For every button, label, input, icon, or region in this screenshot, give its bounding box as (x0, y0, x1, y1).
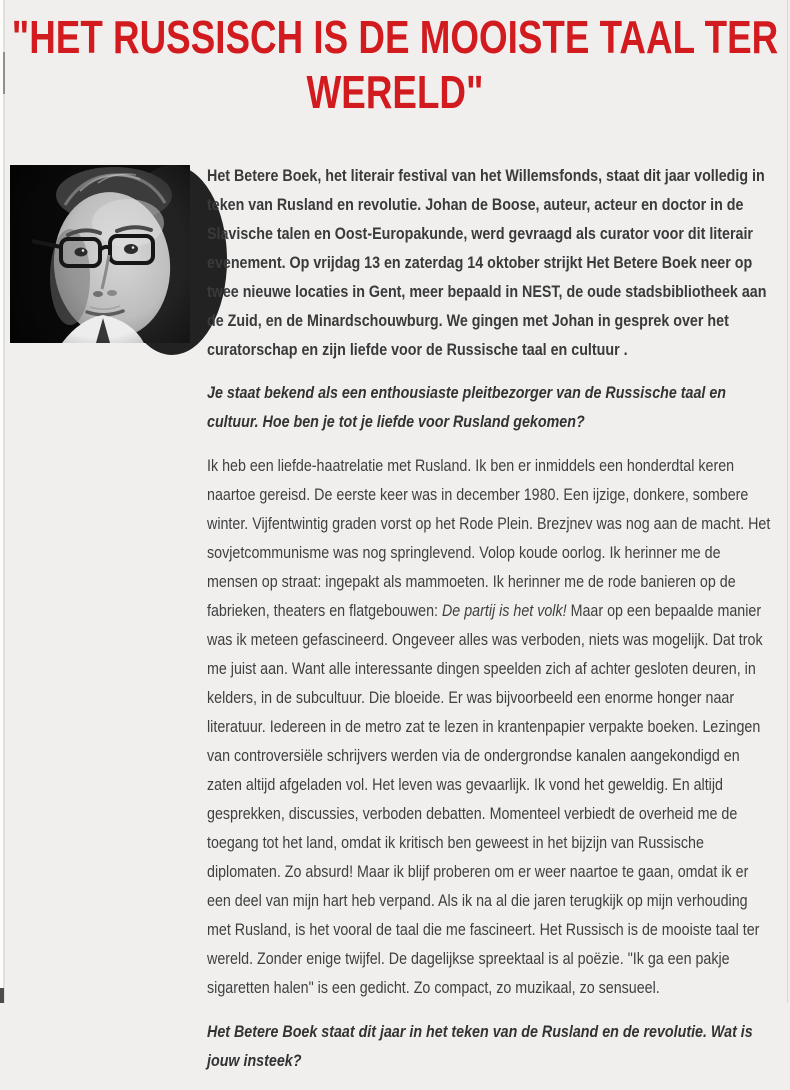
page-title-line1: "HET RUSSISCH IS DE MOOISTE TAAL TER (11, 11, 779, 63)
portrait-photo (10, 165, 190, 343)
interview-question-1: Je staat bekend als een enthousiaste pleitbezorger van de Russische taal en cultuur. Hoe ben je tot je liefde voor Rusland gekomen? (207, 383, 727, 431)
article-body (207, 161, 771, 1090)
interview-question-2: Het Betere Boek staat dit jaar in het teken van de Rusland en de revolutie. Wat is jouw insteek? (207, 1022, 753, 1070)
right-edge-line (787, 0, 788, 1003)
page-title (0, 10, 790, 120)
intro-paragraph: Het Betere Boek, het literair festival van het Willemsfonds, staat dit jaar volledig in teken van Rusland en revolutie. Johan de Boose, auteur, acteur en doctor in de Slavische talen en Oost-Europakunde, werd gevraagd als curator voor dit literair evenement. Op vrijdag 13 en zaterdag 14 oktober strijkt Het Betere Boek neer op twee nieuwe locaties in Gent, meer bepaald in NEST, de oude stadsbibliotheek aan de Zuid, en de Minardschouwburg. We gingen met Johan in gesprek over het curatorschap en zijn liefde voor de Russische taal en cultuur . (207, 166, 767, 359)
scrollbar-track[interactable] (3, 0, 5, 1003)
window-corner-mark (0, 988, 4, 1003)
portrait-photo-image (10, 165, 190, 343)
interview-answer-1: Ik heb een liefde-haatrelatie met Rusland. Ik ben er inmiddels een honderdtal keren naartoe gereisd. De eerste keer was in december 1980. Een ijzige, donkere, sombere winter. Vijfentwintig graden vorst op het Rode Plein. Brezjnev was nog aan de macht. Het sovjetcommunisme was nog springlevend. Volop koude oorlog. Ik herinner me de mensen op straat: ingepakt als mammoeten. Ik herinner me de rode banieren op de fabrieken, theaters en flatgebouwen: De partij is het volk! Maar op een bepaalde manier was ik meteen gefascineerd. Ongeveer alles was verboden, niets was mogelijk. Dat trok me juist aan. Want alle interessante dingen speelden zich af achter gesloten deuren, in kelders, in de subcultuur. Die bloeide. Er was bijvoorbeeld een enorme honger naar literatuur. Iedereen in de metro zat te lezen in krantenpapier verpakte boeken. Lezingen van controversiële schrijvers werden via de ondergrondse kanalen aangekondigd en zaten altijd afgeladen vol. Het leven was gevaarlijk. Ik vond het geweldig. En altijd gesprekken, discussies, verboden debatten. Momenteel verbiedt de overheid me de toegang tot het land, omdat ik kritisch ben geweest in het bijzijn van Russische diplomaten. Zo absurd! Maar ik blijf proberen om er weer naartoe te gaan, omdat ik er een deel van mijn hart heb verpand. Als ik na al die jaren terugkijk op mijn verhouding met Rusland, is het vooral de taal die me fascineert. Het Russisch is de mooiste taal ter wereld. Zonder enige twijfel. De dagelijkse spreektaal is al poëzie. "Ik ga een pakje sigaretten halen" is een gedicht. Zo compact, zo muzikaal, zo sensueel. (207, 456, 771, 997)
page-title-line2: WERELD" (306, 66, 484, 118)
